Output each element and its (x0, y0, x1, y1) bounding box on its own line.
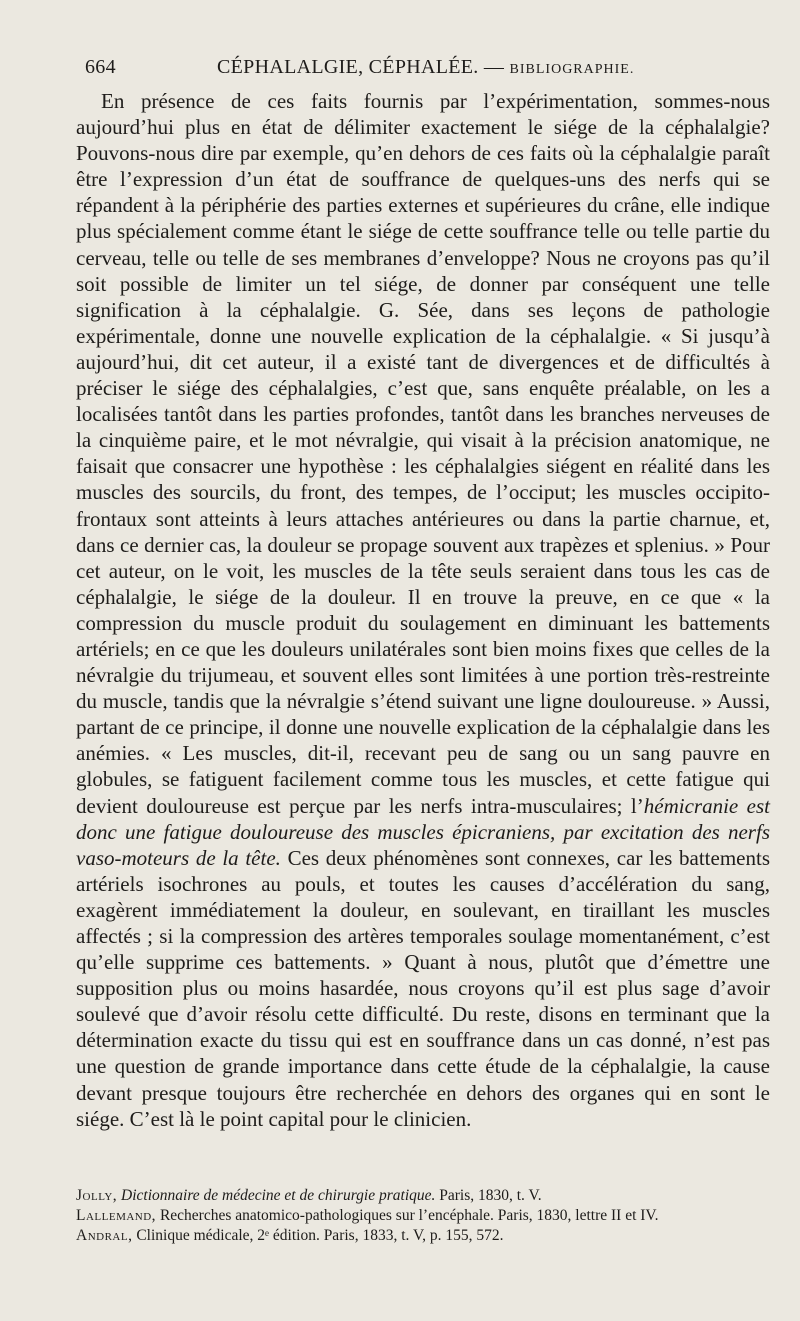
paragraph-text: En présence de ces faits fournis par l’expérimentation, sommes-nous aujourd’hui plus en état de délimiter exactement le siége de la céphalalgie? Pouvons-nous dire par exemple, qu’en dehors de ces faits où la céphalalgie paraît être l’expression d’un état de souffrance de quelques-uns des nerfs qui se répandent à la périphérie des parties externes et supérieures du crâne, elle indique plus spécialement comme étant le siége de cette souffrance telle ou telle partie du cerveau, telle ou telle de ses membranes d’enveloppe? Nous ne croyons pas qu’il soit possible de limiter un tel siége, de donner par conséquent une telle signification à la céphalalgie. G. Sée, dans ses leçons de pathologie expérimentale, donne une nouvelle explication de la céphalalgie. « Si jusqu’à aujourd’hui, dit cet auteur, il a existé tant de divergences et de difficultés à préciser le siége des céphalalgies, c’est que, sans enquête préalable, on les a localisées tantôt dans les parties profondes, tantôt dans les branches nerveuses de la cinquième paire, et le mot névralgie, qui visait à la précision anatomique, ne faisait que consacrer une hypothèse : les céphalalgies siégent en réalité dans les muscles des sourcils, du front, des tempes, de l’occiput; les muscles occipito-frontaux sont atteints à leurs attaches antérieures ou dans la partie charnue, et, dans ce dernier cas, la douleur se propage souvent aux trapèzes et splenius. » Pour cet auteur, on le voit, les muscles de la tête seuls seraient dans tous les cas de céphalalgie, le siége de la douleur. Il en trouve la preuve, en ce que « la compression du muscle produit du soulagement en diminuant les battements artériels; en ce que les douleurs unilatérales sont bien moins fixes que celles de la névralgie du trijumeau, et souvent elles sont limitées à une portion très-restreinte du muscle, tandis que la névralgie s’étend suivant une ligne douloureuse. » Aussi, partant de ce principe, il donne une nouvelle explication de la céphalalgie dans les anémies. « Les muscles, dit-il, recevant peu de sang ou un sang pauvre en globules, se fatiguent facilement comme tous les muscles, et cette fatigue qui devient douloureuse est perçue par les nerfs intra-musculaires; l’ (76, 89, 770, 818)
reference-details: Recherches anatomico-pathologiques sur l’encéphale. Paris, 1830, lettre II et IV. (156, 1207, 659, 1224)
reference-author: Lallemand, (76, 1207, 157, 1224)
running-title (217, 56, 634, 79)
reference-item (76, 1226, 770, 1246)
section-name: BIBLIOGRAPHIE. (509, 62, 635, 77)
page-number: 664 (85, 56, 116, 78)
reference-item (76, 1206, 770, 1226)
reference-item (76, 1186, 770, 1206)
reference-details: Paris, 1830, t. V. (435, 1187, 542, 1204)
bibliography (76, 1186, 770, 1246)
running-title-text: CÉPHALALGIE, CÉPHALÉE. (217, 56, 479, 78)
reference-author: Jolly, (76, 1187, 118, 1204)
reference-details: Clinique médicale, 2ᵉ édition. Paris, 1833, t. V, p. 155, 572. (132, 1227, 504, 1244)
paragraph (76, 88, 770, 1132)
main-text (76, 88, 770, 1132)
header-separator: — (483, 56, 505, 78)
paragraph-text-continued: Ces deux phénomènes sont connexes, car les battements artériels isochrones au pouls, et toutes les causes d’accélération du sang, exagèrent immédiatement la douleur, en soulevant, en tiraillant les muscles affectés ; si la compression des artères temporales soulage momentanément, c’est qu’elle supprime ces battements. » Quant à nous, plutôt que d’émettre une supposition plus ou moins hasardée, nous croyons qu’il est plus sage d’avoir soulevé que d’avoir résolu cette difficulté. Du reste, disons en terminant que la détermination exacte du tissu qui est en souffrance dans un cas donné, n’est pas une question de grande importance dans cette étude de la céphalalgie, la cause devant presque toujours être recherchée en dehors des organes qui en sont le siége. C’est là le point capital pour le clinicien. (76, 845, 770, 1131)
reference-title: Dictionnaire de médecine et de chirurgie pratique. (121, 1187, 436, 1204)
italic-passage: hémicranie est donc une fatigue douloureuse des muscles épicraniens, par excitation des nerfs vaso-moteurs de la tête. (76, 793, 770, 870)
reference-author: Andral, (76, 1227, 133, 1244)
page-header (85, 56, 745, 88)
